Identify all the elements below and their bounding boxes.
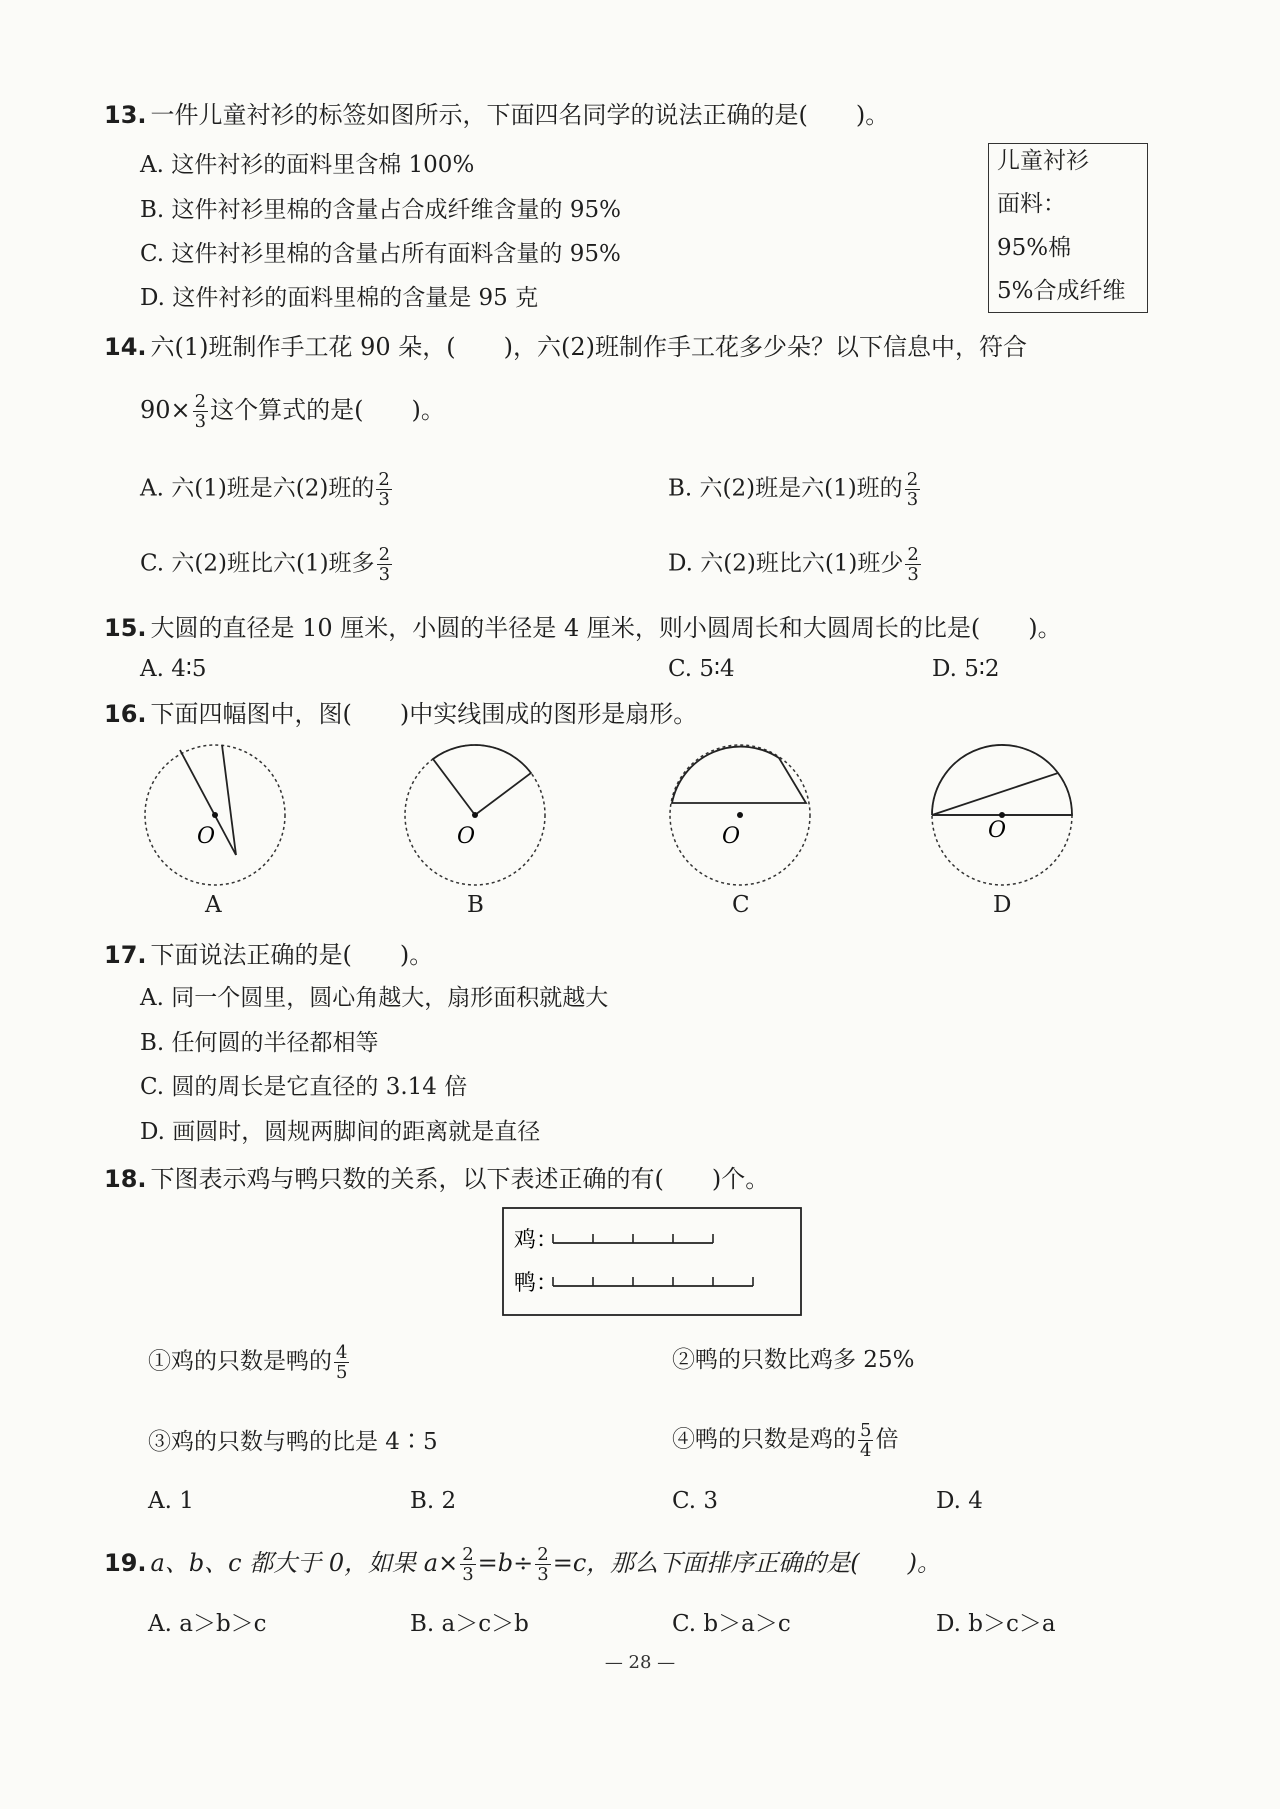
fraction — [535, 1545, 550, 1584]
fraction-denominator: 3 — [378, 489, 390, 510]
fraction-numerator: 2 — [462, 1544, 474, 1565]
question-text: 六(1)班制作手工花 90 朵，( )，六(2)班制作手工花多少朵？以下信息中，符合 — [150, 333, 1028, 361]
figure-c-segment-shape — [672, 747, 806, 803]
fraction-numerator: 2 — [194, 391, 207, 412]
fraction-numerator: 2 — [537, 1544, 549, 1565]
statement-text: ①鸡的只数是鸭的 — [148, 1348, 332, 1375]
statement-suffix: 倍 — [875, 1426, 899, 1453]
fraction-denominator: 3 — [907, 564, 919, 585]
q17-option-b: B. 任何圆的半径都相等 — [140, 1030, 379, 1056]
figure-b-center-label: O — [457, 824, 476, 849]
question-text-part3: =c，那么下面排序正确的是( )。 — [552, 1549, 941, 1577]
q13-option-a: A. 这件衬衫的面料里含棉 100% — [140, 152, 475, 178]
fraction-denominator: 5 — [336, 1362, 348, 1383]
fraction-numerator: 2 — [378, 544, 391, 565]
chicken-bar — [553, 1234, 713, 1243]
question-text: 下图表示鸡与鸭只数的关系，以下表述正确的有( )个。 — [150, 1165, 770, 1193]
question-number: 14. — [104, 333, 147, 361]
question-text-part1: a、b、c 都大于 0，如果 a× — [150, 1549, 459, 1577]
question-number: 19. — [104, 1549, 147, 1577]
fraction-denominator: 3 — [194, 411, 207, 432]
question-text: 下面四幅图中，图( )中实线围成的图形是扇形。 — [150, 700, 698, 728]
option-text: A. 六(1)班是六(2)班的 — [140, 475, 375, 502]
fraction-numerator: 2 — [906, 469, 919, 490]
fraction-numerator: 2 — [378, 469, 390, 490]
label-line-fabric: 面料： — [997, 191, 1066, 217]
page-number: — 28 — — [604, 1652, 676, 1673]
q18-option-a: A. 1 — [148, 1488, 194, 1514]
figure-a — [145, 745, 285, 885]
expression-suffix: 这个算式的是( )。 — [210, 396, 445, 424]
question-17-stem — [104, 938, 433, 972]
fraction-numerator: 4 — [336, 1342, 348, 1363]
fraction-denominator: 4 — [860, 1440, 872, 1461]
figure-b — [405, 745, 545, 885]
question-number: 18. — [104, 1165, 147, 1193]
q18-option-c: C. 3 — [672, 1488, 719, 1514]
figure-a-center-label: O — [197, 824, 216, 849]
q18-option-b: B. 2 — [410, 1488, 457, 1514]
figure-a-center-dot — [212, 812, 218, 818]
q17-option-c: C. 圆的周长是它直径的 3.14 倍 — [140, 1074, 468, 1100]
q17-option-a: A. 同一个圆里，圆心角越大，扇形面积就越大 — [140, 985, 609, 1011]
q13-option-b: B. 这件衬衫里棉的含量占合成纤维含量的 95% — [140, 197, 621, 223]
fraction-denominator: 3 — [378, 564, 391, 585]
fraction — [460, 1545, 475, 1584]
question-number: 13. — [104, 101, 147, 129]
label-line-synthetic: 5%合成纤维 — [997, 278, 1126, 304]
fraction-numerator: 5 — [860, 1420, 872, 1441]
fraction-numerator: 2 — [907, 544, 919, 565]
option-text: B. 六(2)班是六(1)班的 — [668, 475, 903, 502]
fraction — [858, 1421, 873, 1460]
question-text: 下面说法正确的是( )。 — [150, 941, 434, 969]
figure-c-caption: C — [732, 892, 750, 918]
chicken-label: 鸡： — [514, 1228, 559, 1253]
fraction — [334, 1343, 349, 1382]
figure-c-center-dot — [737, 812, 743, 818]
duck-label: 鸭： — [514, 1271, 559, 1296]
figure-b-sector — [433, 745, 531, 815]
question-text-part2: =b÷ — [477, 1549, 534, 1577]
figure-d-lower-shape — [932, 773, 1072, 815]
question-text: 大圆的直径是 10 厘米，小圆的半径是 4 厘米，则小圆周长和大圆周长的比是( )。 — [150, 614, 1062, 642]
q18-option-d: D. 4 — [936, 1488, 983, 1514]
fraction-denominator: 3 — [537, 1564, 549, 1585]
q15-option-c: C. 5∶4 — [668, 656, 735, 682]
q18-statement-1 — [148, 1343, 351, 1382]
figure-c-center-label: O — [722, 824, 741, 849]
option-text: D. 六(2)班比六(1)班少 — [668, 550, 904, 577]
q15-option-a: A. 4∶5 — [140, 656, 207, 682]
q19-option-c: C. b＞a＞c — [672, 1611, 791, 1637]
figure-a-caption: A — [205, 892, 222, 918]
figure-d — [932, 745, 1072, 885]
expression-prefix: 90× — [140, 396, 191, 424]
q19-option-d: D. b＞c＞a — [936, 1611, 1056, 1637]
statement-text: ④鸭的只数是鸡的 — [672, 1426, 856, 1453]
question-number: 15. — [104, 614, 147, 642]
question-text: 一件儿童衬衫的标签如图所示，下面四名同学的说法正确的是( )。 — [150, 101, 890, 129]
fraction-denominator: 3 — [462, 1564, 474, 1585]
question-number: 16. — [104, 700, 147, 728]
fraction-denominator: 3 — [906, 489, 919, 510]
figure-a-line — [222, 745, 236, 855]
q18-statement-2: ②鸭的只数比鸡多 25% — [672, 1347, 915, 1373]
option-text: C. 六(2)班比六(1)班多 — [140, 550, 375, 577]
q13-option-c: C. 这件衬衫里棉的含量占所有面料含量的 95% — [140, 241, 621, 267]
chicken-duck-diagram — [503, 1208, 801, 1315]
q15-option-d: D. 5∶2 — [932, 656, 1000, 682]
q18-statement-3: ③鸡的只数与鸭的比是 4∶5 — [148, 1429, 438, 1455]
q13-option-d: D. 这件衬衫的面料里棉的含量是 95 克 — [140, 285, 539, 311]
label-line-title: 儿童衬衫 — [997, 148, 1089, 174]
figure-c — [670, 745, 810, 885]
duck-bar — [553, 1277, 753, 1286]
q19-option-b: B. a＞c＞b — [410, 1611, 529, 1637]
q18-statement-4 — [672, 1421, 898, 1460]
figure-d-center-label: O — [988, 818, 1007, 843]
q17-option-d: D. 画圆时，圆规两脚间的距离就是直径 — [140, 1119, 541, 1145]
figure-d-caption: D — [993, 892, 1012, 918]
question-number: 17. — [104, 941, 147, 969]
question-18-stem — [104, 1162, 769, 1196]
question-19-stem — [104, 1545, 941, 1584]
figure-b-caption: B — [467, 892, 484, 918]
label-line-cotton: 95%棉 — [997, 235, 1072, 261]
figure-b-center-dot — [472, 812, 478, 818]
q19-option-a: A. a＞b＞c — [148, 1611, 267, 1637]
diagram-frame — [503, 1208, 801, 1315]
